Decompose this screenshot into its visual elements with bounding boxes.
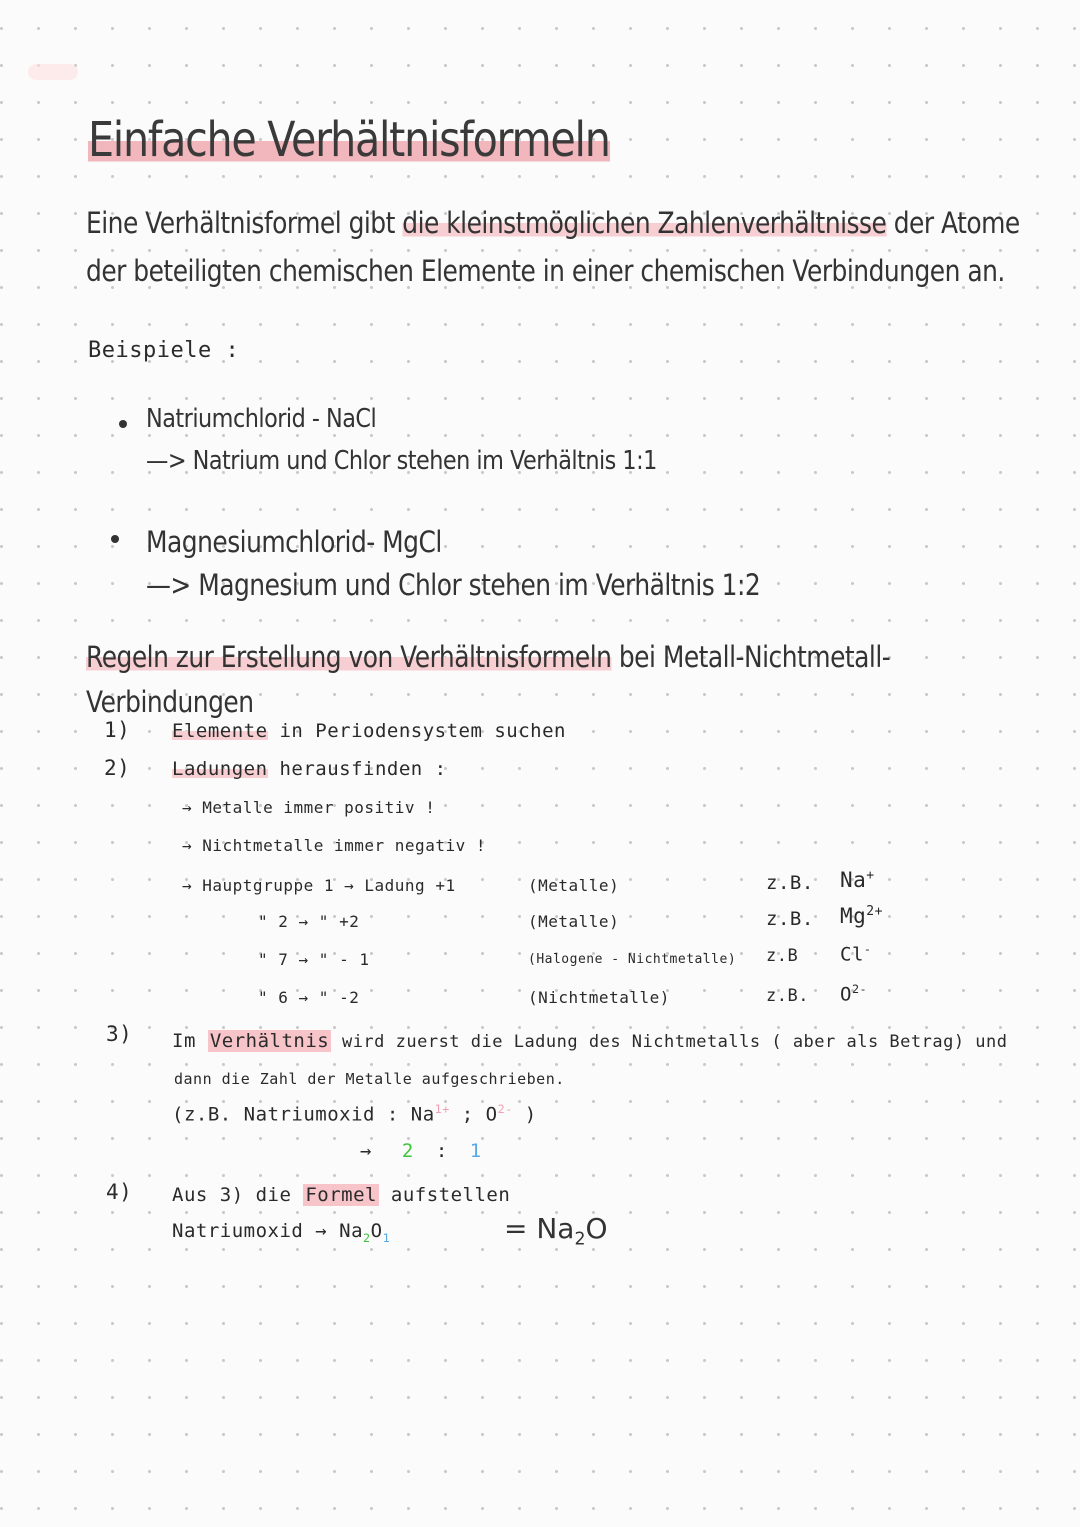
- charge-row-2-example: z.B.: [766, 908, 814, 930]
- rules-heading-highlight: Regeln zur Erstellung von Verhältnisformeln: [86, 640, 612, 674]
- rule-2-rest: herausfinden :: [267, 758, 447, 780]
- rules-heading-line-1: [86, 640, 890, 674]
- charge-row-3-example: z.B: [766, 946, 799, 966]
- ion-symbol: O: [840, 983, 852, 1006]
- title-text: Einfache Verhältnisformeln: [88, 112, 610, 168]
- definition-line-2: der beteiligten chemischen Elemente in einer chemischen Verbindungen an.: [86, 254, 1005, 288]
- rules-heading-rest: bei Metall-Nichtmetall-: [611, 640, 891, 674]
- charge-row-3-note: (Halogene - Nichtmetalle): [528, 952, 737, 967]
- example-1-detail: —> Natrium und Chlor stehen im Verhältnis 1:1: [146, 446, 657, 476]
- bullet-icon: [119, 420, 127, 428]
- charge-row-3-ion: [840, 942, 871, 965]
- charge-row-1-note: (Metalle): [528, 876, 620, 895]
- rule-3-example-sep: ; O: [449, 1103, 498, 1126]
- rule-4-keyword: Formel: [305, 1184, 377, 1206]
- rule-2-number: 2): [104, 756, 131, 780]
- ratio-colon: :: [435, 1140, 448, 1162]
- rule-3-number: 3): [106, 1022, 133, 1046]
- result-subscript: 2: [574, 1229, 586, 1250]
- definition-line-1-start: Eine Verhältnisformel gibt: [86, 206, 403, 240]
- example-2-name: Magnesiumchlorid- MgCl: [146, 525, 442, 559]
- ion-charge: 2+: [866, 904, 883, 919]
- page-title: [88, 112, 610, 168]
- example-1-name: Natriumchlorid - NaCl: [146, 404, 377, 434]
- rule-1-rest: in Periodensystem suchen: [267, 720, 566, 742]
- rule-2-keyword: Ladungen: [172, 758, 268, 780]
- o-charge: 2-: [497, 1102, 513, 1116]
- rules-heading-line-2: Verbindungen: [86, 685, 254, 719]
- rule-4-formula: [172, 1220, 390, 1245]
- rule-1-number: 1): [104, 718, 131, 742]
- result-suffix: O: [585, 1212, 608, 1245]
- charge-row-2-group: " 2 → " +2: [258, 912, 360, 931]
- definition-line-1: [86, 206, 1020, 240]
- rule-4-lead: Aus 3) die: [172, 1184, 304, 1206]
- ratio-right: 1: [469, 1140, 482, 1162]
- rule-1-keyword: Elemente: [172, 720, 268, 742]
- rule-3-lead: Im: [172, 1030, 208, 1052]
- charge-row-4-note: (Nichtmetalle): [528, 988, 670, 1007]
- charge-row-1-group: → Hauptgruppe 1 → Ladung +1: [182, 876, 456, 895]
- examples-label: Beispiele :: [88, 338, 240, 363]
- rule-4-result: [504, 1212, 608, 1250]
- rule-4-number: 4): [106, 1180, 133, 1204]
- charge-row-4-example: z.B.: [766, 986, 809, 1006]
- definition-highlight: die kleinstmöglichen Zahlenverhältnisse: [402, 206, 887, 240]
- definition-line-1-end: der Atome: [886, 206, 1020, 240]
- rule-3-line-1-rest: wird zuerst die Ladung des Nichtmetalls ( aber als Betrag) und: [331, 1032, 1008, 1052]
- result-prefix: = Na: [504, 1212, 575, 1245]
- rule-2-metals-positive: → Metalle immer positiv !: [182, 798, 436, 817]
- rule-3-ratio: [360, 1140, 482, 1162]
- o-subscript: 1: [382, 1230, 391, 1245]
- rule-2-text: [172, 758, 447, 780]
- charge-row-1-example: z.B.: [766, 872, 814, 894]
- charge-row-4-ion: [840, 982, 867, 1005]
- na-charge: 1+: [434, 1102, 450, 1116]
- na-subscript: 2: [363, 1230, 371, 1245]
- charge-row-3-group: " 7 → " - 1: [258, 950, 370, 969]
- bullet-icon: [111, 535, 119, 543]
- rule-3-example-prefix: (z.B. Natriumoxid : Na: [172, 1103, 435, 1126]
- paper-smudge: [28, 64, 78, 80]
- example-2-detail: —> Magnesium und Chlor stehen im Verhältnis 1:2: [146, 568, 761, 602]
- ratio-left: 2: [401, 1140, 414, 1162]
- rule-3-line-2: dann die Zahl der Metalle aufgeschrieben.: [174, 1070, 565, 1088]
- ion-symbol: Mg: [840, 904, 867, 928]
- rule-3-line-1: [172, 1030, 1008, 1052]
- ion-charge: 2-: [851, 982, 868, 996]
- rule-1-text: [172, 720, 566, 742]
- rule-3-example: [172, 1102, 537, 1125]
- rule-4-formula-prefix: Natriumoxid → Na: [172, 1220, 364, 1242]
- ion-charge: +: [866, 868, 875, 883]
- rule-3-example-suffix: ): [512, 1103, 537, 1126]
- rule-3-keyword: Verhältnis: [209, 1030, 330, 1052]
- ion-symbol: Cl: [840, 943, 864, 966]
- rule-4-rest: aufstellen: [378, 1184, 511, 1206]
- rule-2-nonmetals-negative: → Nichtmetalle immer negativ !: [182, 836, 486, 855]
- oxygen-symbol: O: [370, 1220, 383, 1242]
- charge-row-2-ion: [840, 904, 883, 928]
- charge-row-2-note: (Metalle): [528, 912, 620, 931]
- ion-symbol: Na: [840, 868, 867, 892]
- rule-4-line-1: [172, 1184, 510, 1206]
- arrow-icon: →: [360, 1140, 372, 1162]
- ion-charge: -: [863, 942, 872, 956]
- charge-row-4-group: " 6 → " -2: [258, 988, 360, 1007]
- charge-row-1-ion: [840, 868, 875, 892]
